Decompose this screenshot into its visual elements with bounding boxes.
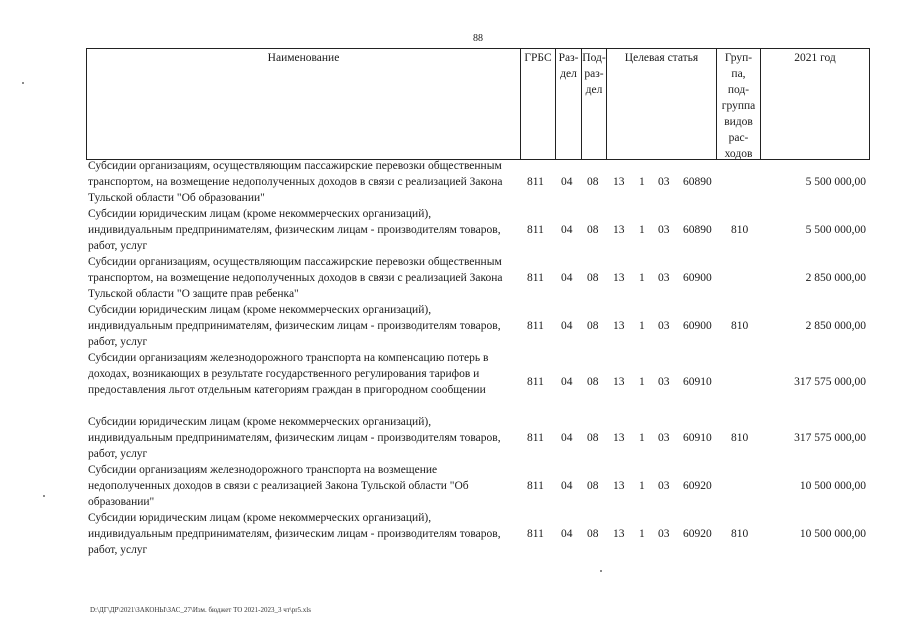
- row-target-4: 60890: [683, 224, 712, 236]
- file-path-footer: D:\ДГ\ДР\2021\ЗАКОНЫ\ЗАС_27\Изм. бюджет ТО 2021-2023_3 чт\pr5.xls: [90, 606, 311, 614]
- row-group: 810: [731, 224, 749, 236]
- row-target-3: 03: [658, 528, 670, 540]
- row-target-4: 60920: [683, 480, 712, 492]
- row-grbs: 811: [527, 432, 544, 444]
- row-name: Субсидии юридическим лицам (кроме некоммерческих организаций), индивидуальным предпринимателям, физическим лицам - производителям товаров, работ, услуг: [88, 208, 501, 252]
- row-target-4: 60890: [683, 176, 712, 188]
- row-target-3: 03: [658, 432, 670, 444]
- row-amount: 317 575 000,00: [794, 376, 866, 388]
- row-target-3: 03: [658, 272, 670, 284]
- row-target-1: 13: [613, 272, 625, 284]
- header-razdel: Раз- дел: [555, 49, 581, 159]
- header-name: Наименование: [86, 49, 520, 159]
- scan-speck: [22, 82, 24, 84]
- row-grbs: 811: [527, 176, 544, 188]
- row-target-3: 03: [658, 376, 670, 388]
- row-target-2: 1: [639, 224, 645, 236]
- row-podrazdel: 08: [587, 528, 599, 540]
- row-target-4: 60900: [683, 320, 712, 332]
- row-amount: 2 850 000,00: [805, 320, 866, 332]
- row-razdel: 04: [561, 224, 573, 236]
- row-grbs: 811: [527, 528, 544, 540]
- row-target-1: 13: [613, 528, 625, 540]
- row-target-1: 13: [613, 176, 625, 188]
- row-podrazdel: 08: [587, 272, 599, 284]
- row-target-4: 60920: [683, 528, 712, 540]
- row-group: 810: [731, 432, 749, 444]
- row-target-3: 03: [658, 320, 670, 332]
- row-podrazdel: 08: [587, 376, 599, 388]
- table-header: [86, 48, 870, 160]
- scan-speck: [600, 570, 602, 572]
- row-name: Субсидии юридическим лицам (кроме некоммерческих организаций), индивидуальным предпринимателям, физическим лицам - производителям товаров, работ, услуг: [88, 512, 501, 556]
- row-target-2: 1: [639, 376, 645, 388]
- row-target-2: 1: [639, 176, 645, 188]
- row-name: Субсидии юридическим лицам (кроме некоммерческих организаций), индивидуальным предпринимателям, физическим лицам - производителям товаров, работ, услуг: [88, 416, 501, 460]
- row-target-4: 60910: [683, 376, 712, 388]
- row-name: Субсидии организациям, осуществляющим пассажирские перевозки общественным транспортом, на возмещение недополученных доходов в связи с реализацией Закона Тульской области "О защите прав ребенка": [88, 256, 503, 300]
- row-grbs: 811: [527, 320, 544, 332]
- row-target-4: 60910: [683, 432, 712, 444]
- scan-speck: [43, 495, 45, 497]
- header-year: 2021 год: [760, 49, 870, 159]
- row-target-1: 13: [613, 224, 625, 236]
- row-target-3: 03: [658, 224, 670, 236]
- row-grbs: 811: [527, 480, 544, 492]
- row-target-2: 1: [639, 432, 645, 444]
- row-razdel: 04: [561, 272, 573, 284]
- header-group: Груп- па, под- группа видов рас- ходов: [716, 49, 760, 159]
- row-podrazdel: 08: [587, 480, 599, 492]
- row-amount: 10 500 000,00: [799, 528, 866, 540]
- row-razdel: 04: [561, 432, 573, 444]
- row-grbs: 811: [527, 272, 544, 284]
- row-amount: 5 500 000,00: [805, 176, 866, 188]
- row-name: Субсидии организациям железнодорожного транспорта на компенсацию потерь в доходах, возникающих в результате государственного регулирования тарифов и предоставления льгот отдельным категориям граждан в пригородном сообщении: [88, 352, 489, 396]
- header-grbs: ГРБС: [520, 49, 555, 159]
- row-name: Субсидии юридическим лицам (кроме некоммерческих организаций), индивидуальным предпринимателям, физическим лицам - производителям товаров, работ, услуг: [88, 304, 501, 348]
- row-name: Субсидии организациям, осуществляющим пассажирские перевозки общественным транспортом, на возмещение недополученных доходов в связи с реализацией Закона Тульской области "Об образовании": [88, 160, 503, 204]
- row-podrazdel: 08: [587, 224, 599, 236]
- row-target-4: 60900: [683, 272, 712, 284]
- row-razdel: 04: [561, 528, 573, 540]
- row-amount: 2 850 000,00: [805, 272, 866, 284]
- row-target-2: 1: [639, 320, 645, 332]
- row-target-1: 13: [613, 480, 625, 492]
- row-podrazdel: 08: [587, 320, 599, 332]
- row-target-1: 13: [613, 376, 625, 388]
- header-podrazdel: Под- раз- дел: [581, 49, 606, 159]
- row-name: Субсидии организациям железнодорожного транспорта на возмещение недополученных доходов в связи с реализацией Закона Тульской области "Об образовании": [88, 464, 469, 508]
- row-razdel: 04: [561, 376, 573, 388]
- row-target-1: 13: [613, 432, 625, 444]
- row-razdel: 04: [561, 176, 573, 188]
- row-grbs: 811: [527, 224, 544, 236]
- row-target-2: 1: [639, 480, 645, 492]
- row-razdel: 04: [561, 480, 573, 492]
- row-group: 810: [731, 528, 749, 540]
- row-amount: 10 500 000,00: [799, 480, 866, 492]
- row-target-2: 1: [639, 528, 645, 540]
- row-amount: 5 500 000,00: [805, 224, 866, 236]
- row-razdel: 04: [561, 320, 573, 332]
- row-target-2: 1: [639, 272, 645, 284]
- row-group: 810: [731, 320, 749, 332]
- row-target-3: 03: [658, 480, 670, 492]
- page-number: 88: [473, 33, 483, 44]
- row-target-3: 03: [658, 176, 670, 188]
- header-target: Целевая статья: [606, 49, 716, 159]
- row-target-1: 13: [613, 320, 625, 332]
- row-podrazdel: 08: [587, 432, 599, 444]
- row-grbs: 811: [527, 376, 544, 388]
- row-amount: 317 575 000,00: [794, 432, 866, 444]
- row-podrazdel: 08: [587, 176, 599, 188]
